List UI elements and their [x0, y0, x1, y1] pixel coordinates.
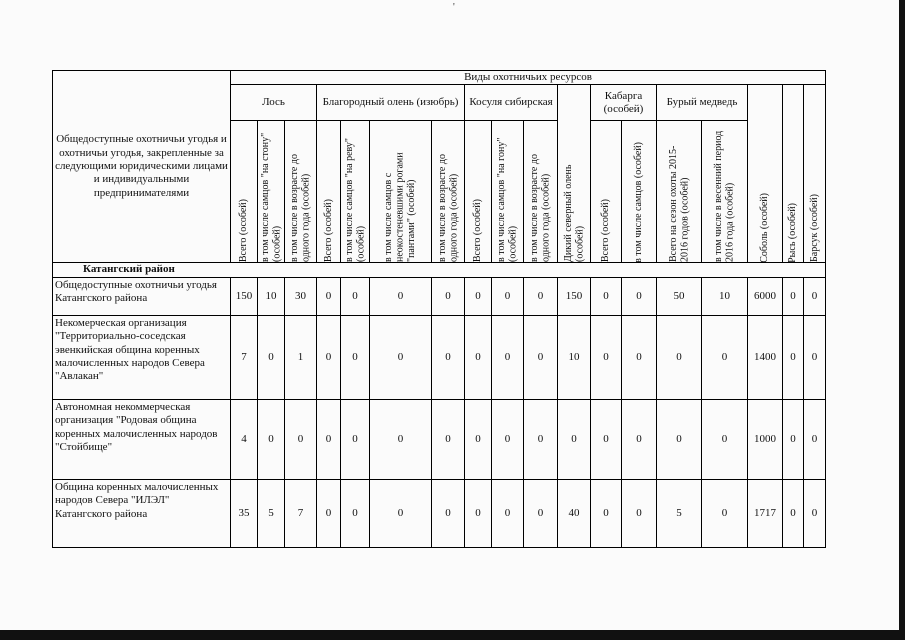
cell-value: 0 [591, 315, 622, 399]
cell-value: 0 [492, 277, 524, 315]
cell-value: 0 [591, 399, 622, 479]
cell-value: 0 [317, 399, 341, 479]
table-row [53, 399, 826, 479]
group-olen: Благородный олень (изюбрь) [317, 85, 465, 121]
cell-value: 50 [657, 277, 702, 315]
cell-value: 0 [657, 399, 702, 479]
cell-value: 150 [231, 277, 258, 315]
cell-value: 0 [622, 315, 657, 399]
cell-value: 0 [465, 315, 492, 399]
hunting-resources-table [52, 70, 826, 548]
cell-value: 0 [285, 399, 317, 479]
cell-value: 0 [317, 479, 341, 547]
cell-value: 10 [258, 277, 285, 315]
table-row [53, 315, 826, 399]
row-label: Некомерческая организация "Территориально-соседская эвенкийская община коренных малочисленных народов Севера "Авлакан" [53, 315, 231, 399]
cell-value: 0 [370, 479, 432, 547]
cell-value: 0 [341, 315, 370, 399]
cell-value: 0 [370, 315, 432, 399]
cell-value: 0 [341, 277, 370, 315]
cell-value: 0 [258, 399, 285, 479]
cell-value: 0 [492, 399, 524, 479]
cell-value: 0 [432, 315, 465, 399]
cell-value: 0 [432, 277, 465, 315]
page-mark: ' [453, 2, 455, 13]
col-header-1: в том числе самцов "на стону" (особей) [258, 121, 285, 263]
cell-value: 0 [524, 399, 558, 479]
col-header-15: Соболь (особей) [748, 85, 783, 263]
col-header-16: Рысь (особей) [783, 85, 804, 263]
cell-value: 0 [465, 277, 492, 315]
col-header-10: Дикий северный олень (особей) [558, 85, 591, 263]
cell-value: 5 [258, 479, 285, 547]
cell-value: 0 [524, 277, 558, 315]
group-kosulya: Косуля сибирская [465, 85, 558, 121]
col-header-5: в том числе самцов с неокостеневшими рогами "пантами" (особей) [370, 121, 432, 263]
col-header-11: Всего (особей) [591, 121, 622, 263]
col-header-8: в том числе самцов "на гону" (особей) [492, 121, 524, 263]
cell-value: 0 [622, 277, 657, 315]
cell-value: 10 [702, 277, 748, 315]
cell-value: 0 [622, 479, 657, 547]
cell-value: 1400 [748, 315, 783, 399]
cell-value: 0 [492, 479, 524, 547]
cell-value: 0 [432, 399, 465, 479]
col-header-4: в том числе самцов "на реву" (особей) [341, 121, 370, 263]
cell-value: 0 [341, 399, 370, 479]
cell-value: 1000 [748, 399, 783, 479]
cell-value: 0 [804, 315, 826, 399]
cell-value: 0 [783, 277, 804, 315]
cell-value: 0 [702, 399, 748, 479]
cell-value: 4 [231, 399, 258, 479]
cell-value: 0 [804, 399, 826, 479]
cell-value: 0 [370, 399, 432, 479]
cell-value: 7 [231, 315, 258, 399]
col-header-3: Всего (особей) [317, 121, 341, 263]
col-header-6: в том числе в возрасте до одного года (особей) [432, 121, 465, 263]
cell-value: 0 [258, 315, 285, 399]
cell-value: 0 [370, 277, 432, 315]
cell-value: 0 [465, 399, 492, 479]
cell-value: 0 [317, 315, 341, 399]
cell-value: 0 [524, 479, 558, 547]
cell-value: 0 [783, 479, 804, 547]
cell-value: 0 [492, 315, 524, 399]
cell-value: 0 [702, 479, 748, 547]
group-los: Лось [231, 85, 317, 121]
cell-value: 0 [657, 315, 702, 399]
col-header-14: в том числе в весенний период 2016 года (особей) [702, 121, 748, 263]
cell-value: 7 [285, 479, 317, 547]
cell-value: 0 [591, 479, 622, 547]
col-header-12: в том числе самцов (особей) [622, 121, 657, 263]
cell-value: 0 [804, 479, 826, 547]
cell-value: 1717 [748, 479, 783, 547]
cell-value: 35 [231, 479, 258, 547]
region-title: Катангский район [53, 263, 826, 277]
cell-value: 0 [558, 399, 591, 479]
cell-value: 5 [657, 479, 702, 547]
resources-header: Виды охотничьих ресурсов [231, 71, 826, 85]
row-label: Община коренных малочисленных народов Севера "ИЛЭЛ" Катангского района [53, 479, 231, 547]
cell-value: 0 [524, 315, 558, 399]
cell-value: 0 [341, 479, 370, 547]
cell-value: 0 [783, 315, 804, 399]
cell-value: 0 [465, 479, 492, 547]
cell-value: 40 [558, 479, 591, 547]
cell-value: 1 [285, 315, 317, 399]
col-header-0: Всего (особей) [231, 121, 258, 263]
table-row [53, 479, 826, 547]
cell-value: 0 [783, 399, 804, 479]
col-header-7: Всего (особей) [465, 121, 492, 263]
col-header-9: в том числе в возрасте до одного года (особей) [524, 121, 558, 263]
group-kabarga: Кабарга (особей) [591, 85, 657, 121]
group-medved: Бурый медведь [657, 85, 748, 121]
page-edge-bottom [0, 630, 905, 640]
corner-header: Общедоступные охотничьи угодья и охотничьи угодья, закрепленные за следующими юридическими лицами и индивидуальными предпринимателями [53, 71, 231, 263]
cell-value: 0 [591, 277, 622, 315]
row-label: Автономная некоммерческая организация "Родовая община коренных малочисленных народов "Стойбище" [53, 399, 231, 479]
col-header-17: Барсук (особей) [804, 85, 826, 263]
cell-value: 150 [558, 277, 591, 315]
cell-value: 10 [558, 315, 591, 399]
cell-value: 0 [317, 277, 341, 315]
col-header-13: Всего на сезон охоты 2015-2016 годов (особей) [657, 121, 702, 263]
cell-value: 0 [432, 479, 465, 547]
page-edge-right [899, 0, 905, 640]
col-header-2: в том числе в возрасте до одного года (особей) [285, 121, 317, 263]
cell-value: 0 [804, 277, 826, 315]
table-row [53, 277, 826, 315]
cell-value: 0 [622, 399, 657, 479]
cell-value: 30 [285, 277, 317, 315]
cell-value: 0 [702, 315, 748, 399]
row-label: Общедоступные охотничьи угодья Катангского района [53, 277, 231, 315]
cell-value: 6000 [748, 277, 783, 315]
